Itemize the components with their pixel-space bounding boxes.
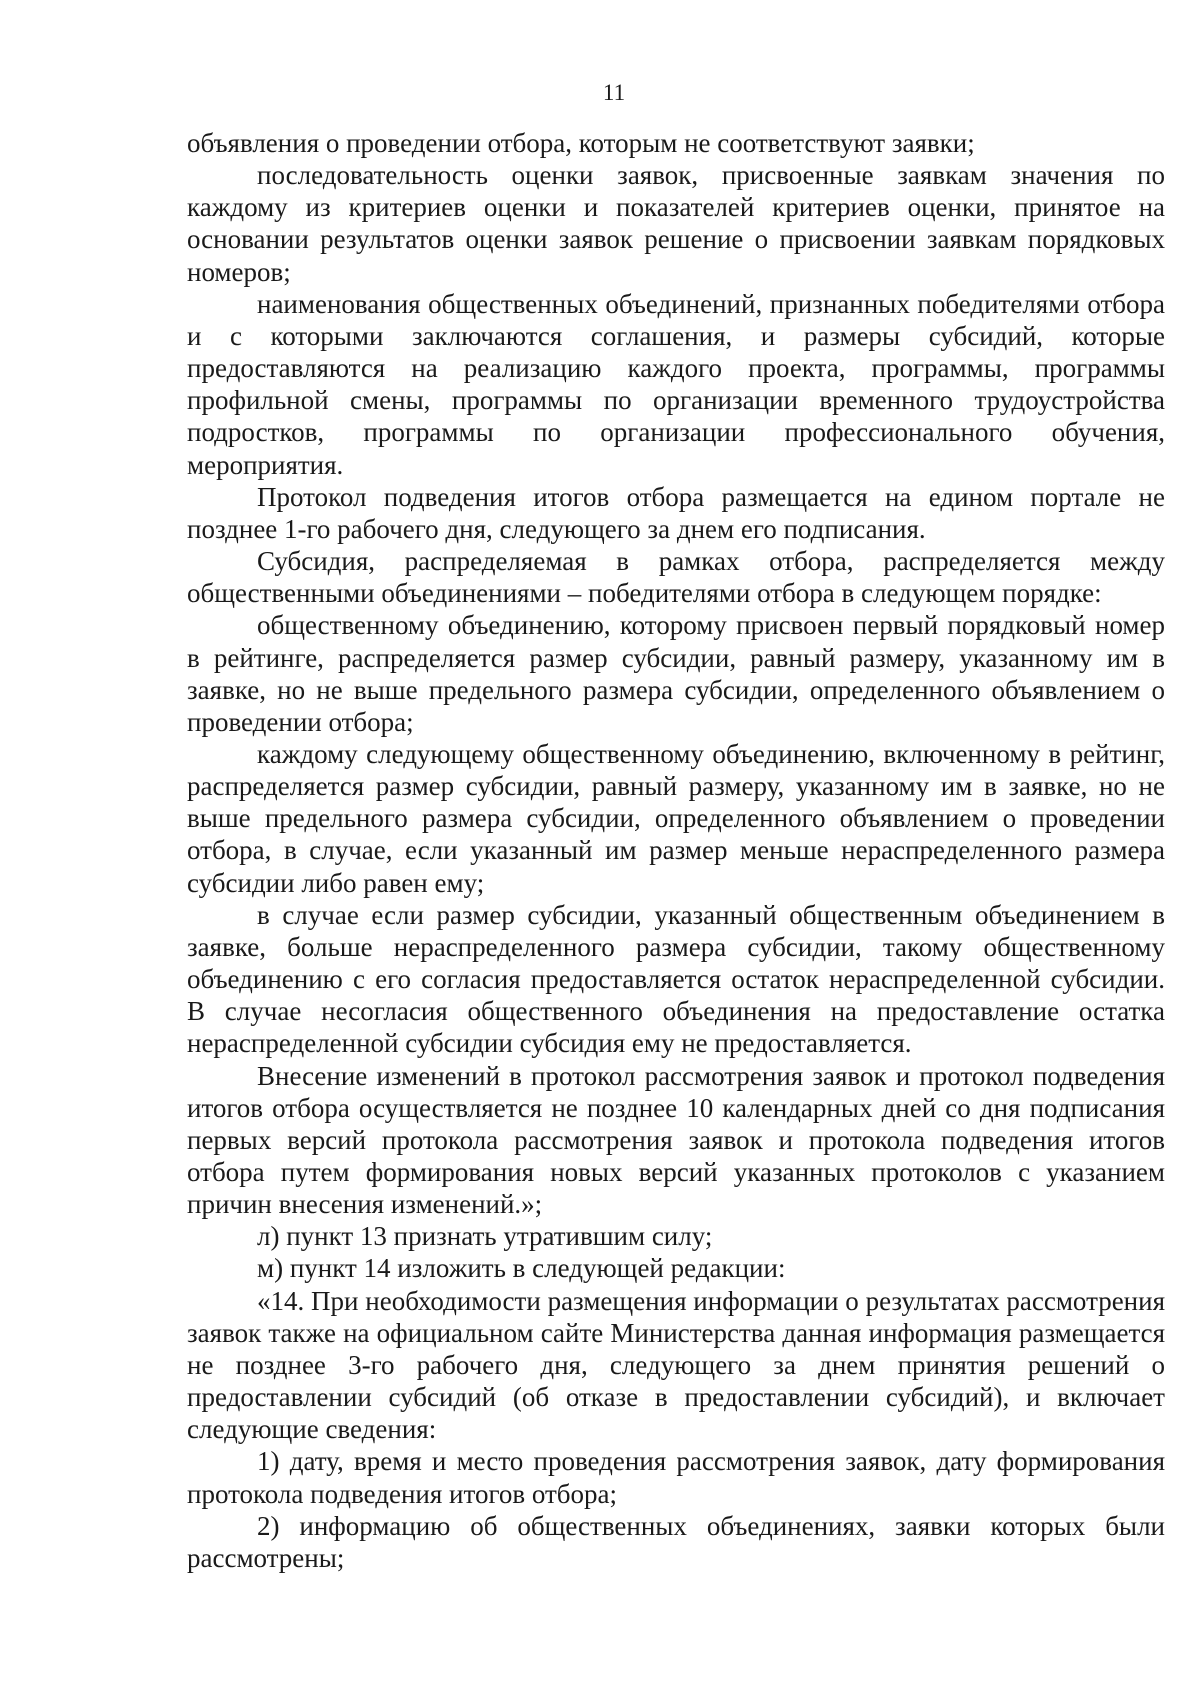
paragraph-evaluation-sequence: последовательность оценки заявок, присвоенные заявкам значения по каждому из критериев оценки и показателей критериев оценки, принятое на основании результатов оценки заявок решение о присвоении заявкам порядковых номеров;	[187, 160, 1165, 287]
paragraph-subsidy-distribution: Субсидия, распределяемая в рамках отбора, распределяется между общественными объединениями – победителями отбора в следующем порядке:	[187, 546, 1165, 609]
paragraph-first-rank: общественному объединению, которому присвоен первый порядковый номер в рейтинге, распределяется размер субсидии, равный размеру, указанному им в заявке, но не выше предельного размера субсидии, определенного объявлением о проведении отбора;	[187, 610, 1165, 737]
paragraph-clause-14: «14. При необходимости размещения информации о результатах рассмотрения заявок также на официальном сайте Министерства данная информация размещается не позднее 3-го рабочего дня, следующего за днем принятия решений о предоставлении субсидий (об отказе в предоставлении субсидий), и включает следующие сведения:	[187, 1285, 1165, 1445]
paragraph-winners-names: наименования общественных объединений, признанных победителями отбора и с которыми заключаются соглашения, и размеры субсидий, которые предоставляются на реализацию каждого проекта, программы, программы профильной смены, программы по организации временного трудоустройства подростков, программы по организации профессионального обучения, мероприятия.	[187, 288, 1165, 480]
page-number: 11	[602, 80, 626, 105]
paragraph-protocol-amendments: Внесение изменений в протокол рассмотрения заявок и протокол подведения итогов отбора осуществляется не позднее 10 календарных дней со дня подписания первых версий протокола рассмотрения заявок и протокола подведения итогов отбора путем формирования новых версий указанных протоколов с указанием причин внесения изменений.»;	[187, 1060, 1165, 1220]
paragraph-announcement-end: объявления о проведении отбора, которым не соответствуют заявки;	[187, 128, 975, 158]
document-body	[187, 127, 1165, 1574]
paragraph-next-rank: каждому следующему общественному объединению, включенному в рейтинг, распределяется размер субсидии, равный размеру, указанному им в заявке, но не выше предельного размера субсидии, определенного объявлением о проведении отбора, в случае, если указанный им размер меньше нераспределенного размера субсидии либо равен ему;	[187, 738, 1165, 898]
paragraph-item-l: л) пункт 13 признать утратившим силу;	[257, 1221, 713, 1252]
paragraph-list-item-2: 2) информацию об общественных объединениях, заявки которых были рассмотрены;	[187, 1510, 1165, 1573]
paragraph-protocol-publication: Протокол подведения итогов отбора размещается на едином портале не позднее 1-го рабочего дня, следующего за днем его подписания.	[187, 481, 1165, 544]
paragraph-item-m: м) пункт 14 изложить в следующей редакции:	[257, 1253, 786, 1284]
paragraph-list-item-1: 1) дату, время и место проведения рассмотрения заявок, дату формирования протокола подведения итогов отбора;	[187, 1446, 1165, 1509]
paragraph-remainder: в случае если размер субсидии, указанный общественным объединением в заявке, больше нераспределенного размера субсидии, такому общественному объединению с его согласия предоставляется остаток нераспределенной субсидии. В случае несогласия общественного объединения на предоставление остатка нераспределенной субсидии субсидия ему не предоставляется.	[187, 899, 1165, 1059]
